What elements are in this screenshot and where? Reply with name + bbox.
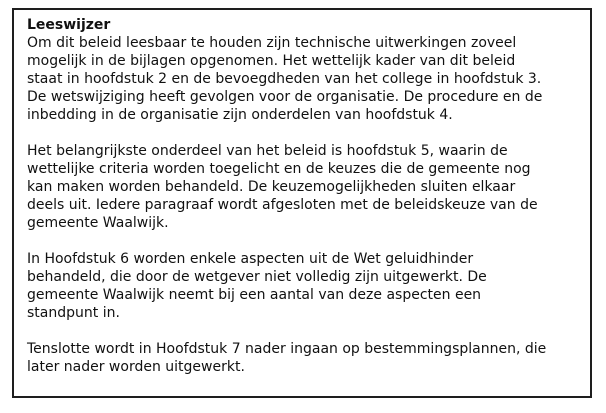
- text-box: [12, 8, 592, 398]
- text-line: staat in hoofdstuk 2 en de bevoegdheden van het college in hoofdstuk 3.: [27, 71, 542, 87]
- text-line: kan maken worden behandeld. De keuzemogelijkheden sluiten elkaar: [27, 179, 516, 195]
- text-line: Het belangrijkste onderdeel van het beleid is hoofdstuk 5, waarin de: [27, 143, 508, 159]
- paragraph-spacer: [27, 322, 580, 340]
- text-line: Om dit beleid leesbaar te houden zijn technische uitwerkingen zoveel: [27, 35, 517, 51]
- paragraph-spacer: [27, 232, 580, 250]
- text-line: standpunt in.: [27, 305, 120, 321]
- paragraph-1: [27, 34, 580, 124]
- text-line: Tenslotte wordt in Hoofdstuk 7 nader ingaan op bestemmingsplannen, die: [27, 341, 547, 357]
- text-line: deels uit. Iedere paragraaf wordt afgesloten met de beleidskeuze van de: [27, 197, 538, 213]
- paragraph-2: [27, 142, 580, 232]
- text-line: De wetswijziging heeft gevolgen voor de organisatie. De procedure en de: [27, 89, 543, 105]
- text-line: later nader worden uitgewerkt.: [27, 359, 245, 375]
- heading: Leeswijzer: [27, 17, 111, 33]
- paragraph-3: [27, 250, 580, 322]
- text-line: inbedding in de organisatie zijn onderdelen van hoofdstuk 4.: [27, 107, 453, 123]
- paragraph-spacer: [27, 124, 580, 142]
- text-line: wettelijke criteria worden toegelicht en de keuzes die de gemeente nog: [27, 161, 531, 177]
- text-line: mogelijk in de bijlagen opgenomen. Het wettelijk kader van dit beleid: [27, 53, 516, 69]
- text-line: In Hoofdstuk 6 worden enkele aspecten uit de Wet geluidhinder: [27, 251, 474, 267]
- text-line: gemeente Waalwijk neemt bij een aantal van deze aspecten een: [27, 287, 482, 303]
- text-line: gemeente Waalwijk.: [27, 215, 169, 231]
- text-line: behandeld, die door de wetgever niet volledig zijn uitgewerkt. De: [27, 269, 487, 285]
- paragraph-4: [27, 340, 580, 376]
